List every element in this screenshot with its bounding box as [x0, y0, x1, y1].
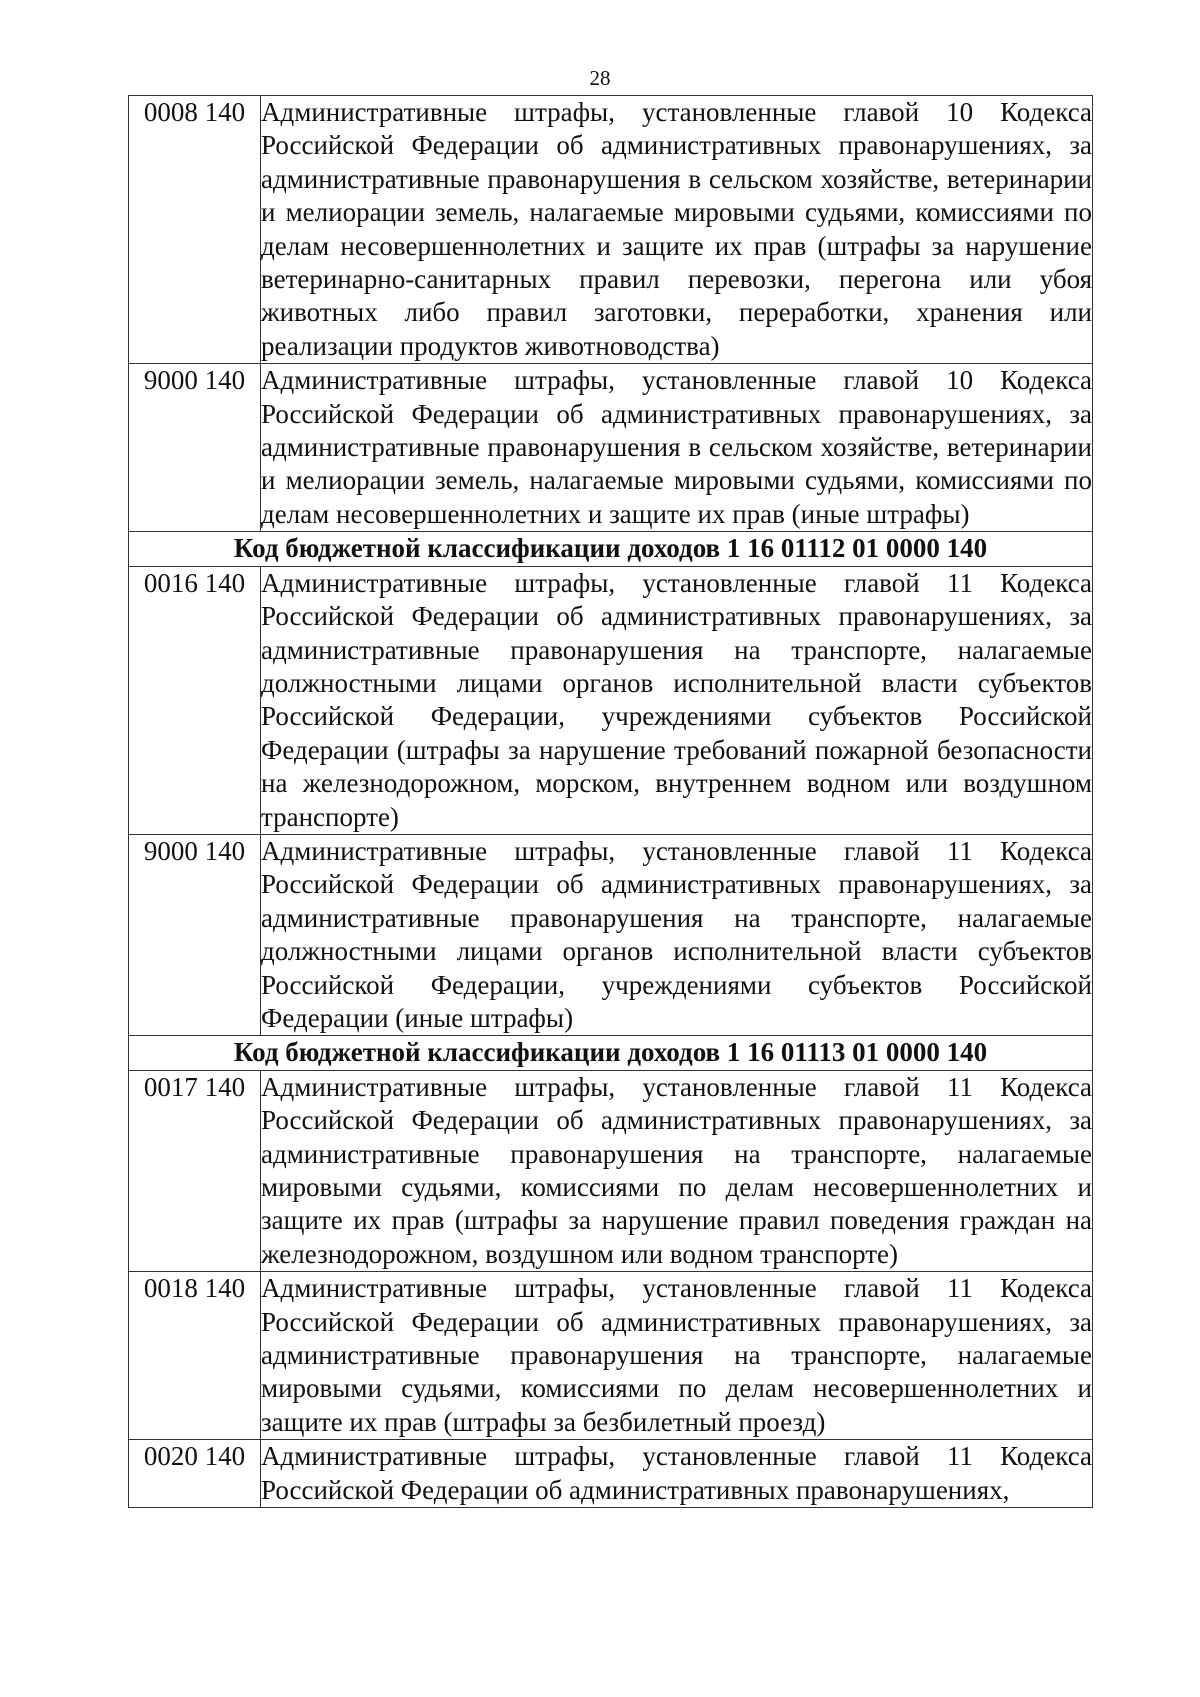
section-heading: Код бюджетной классификации доходов 1 16 01113 01 0000 140 [129, 1036, 1093, 1070]
row-code: 0017 140 [129, 1070, 261, 1271]
row-code: 0016 140 [129, 566, 261, 834]
row-description: Административные штрафы, установленные главой 11 Кодекса Российской Федерации об административных правонарушениях, за административные правонарушения на транспорте, налагаемые мировыми судьями, комиссиями по делам несовершеннолетних и защите их прав (штрафы за безбилетный проезд) [261, 1272, 1093, 1440]
row-code: 0018 140 [129, 1272, 261, 1440]
row-description: Административные штрафы, установленные главой 11 Кодекса Российской Федерации об административных правонарушениях, [261, 1440, 1093, 1508]
row-description: Административные штрафы, установленные главой 11 Кодекса Российской Федерации об административных правонарушениях, за административные правонарушения на транспорте, налагаемые должностными лицами органов исполнительной власти субъектов Российской Федерации, учреждениями субъектов Российской Федерации (иные штрафы) [261, 834, 1093, 1035]
row-description: Административные штрафы, установленные главой 10 Кодекса Российской Федерации об административных правонарушениях, за административные правонарушения в сельском хозяйстве, ветеринарии и мелиорации земель, налагаемые мировыми судьями, комиссиями по делам несовершеннолетних и защите их прав (штрафы за нарушение ветеринарно-санитарных правил перевозки, перегона или убоя животных либо правил заготовки, переработки, хранения или реализации продуктов животноводства) [261, 96, 1093, 364]
row-description: Административные штрафы, установленные главой 11 Кодекса Российской Федерации об административных правонарушениях, за административные правонарушения на транспорте, налагаемые должностными лицами органов исполнительной власти субъектов Российской Федерации, учреждениями субъектов Российской Федерации (штрафы за нарушение требований пожарной безопасности на железнодорожном, морском, внутреннем водном или воздушном транспорте) [261, 566, 1093, 834]
table-row [129, 96, 1093, 364]
table-row [129, 834, 1093, 1035]
row-description: Административные штрафы, установленные главой 11 Кодекса Российской Федерации об административных правонарушениях, за административные правонарушения на транспорте, налагаемые мировыми судьями, комиссиями по делам несовершеннолетних и защите их прав (штрафы за нарушение правил поведения граждан на железнодорожном, воздушном или водном транспорте) [261, 1070, 1093, 1271]
table-row [129, 566, 1093, 834]
table-row [129, 1440, 1093, 1508]
page-number: 28 [589, 66, 611, 90]
section-heading-row [129, 532, 1093, 566]
table-row [129, 1272, 1093, 1440]
row-code: 9000 140 [129, 834, 261, 1035]
row-code: 9000 140 [129, 364, 261, 532]
row-code: 0020 140 [129, 1440, 261, 1508]
classification-table-body [129, 96, 1093, 1508]
row-code: 0008 140 [129, 96, 261, 364]
row-description: Административные штрафы, установленные главой 10 Кодекса Российской Федерации об административных правонарушениях, за административные правонарушения в сельском хозяйстве, ветеринарии и мелиорации земель, налагаемые мировыми судьями, комиссиями по делам несовершеннолетних и защите их прав (иные штрафы) [261, 364, 1093, 532]
table-row [129, 364, 1093, 532]
classification-table [128, 95, 1093, 1508]
section-heading: Код бюджетной классификации доходов 1 16 01112 01 0000 140 [129, 532, 1093, 566]
table-row [129, 1070, 1093, 1271]
section-heading-row [129, 1036, 1093, 1070]
